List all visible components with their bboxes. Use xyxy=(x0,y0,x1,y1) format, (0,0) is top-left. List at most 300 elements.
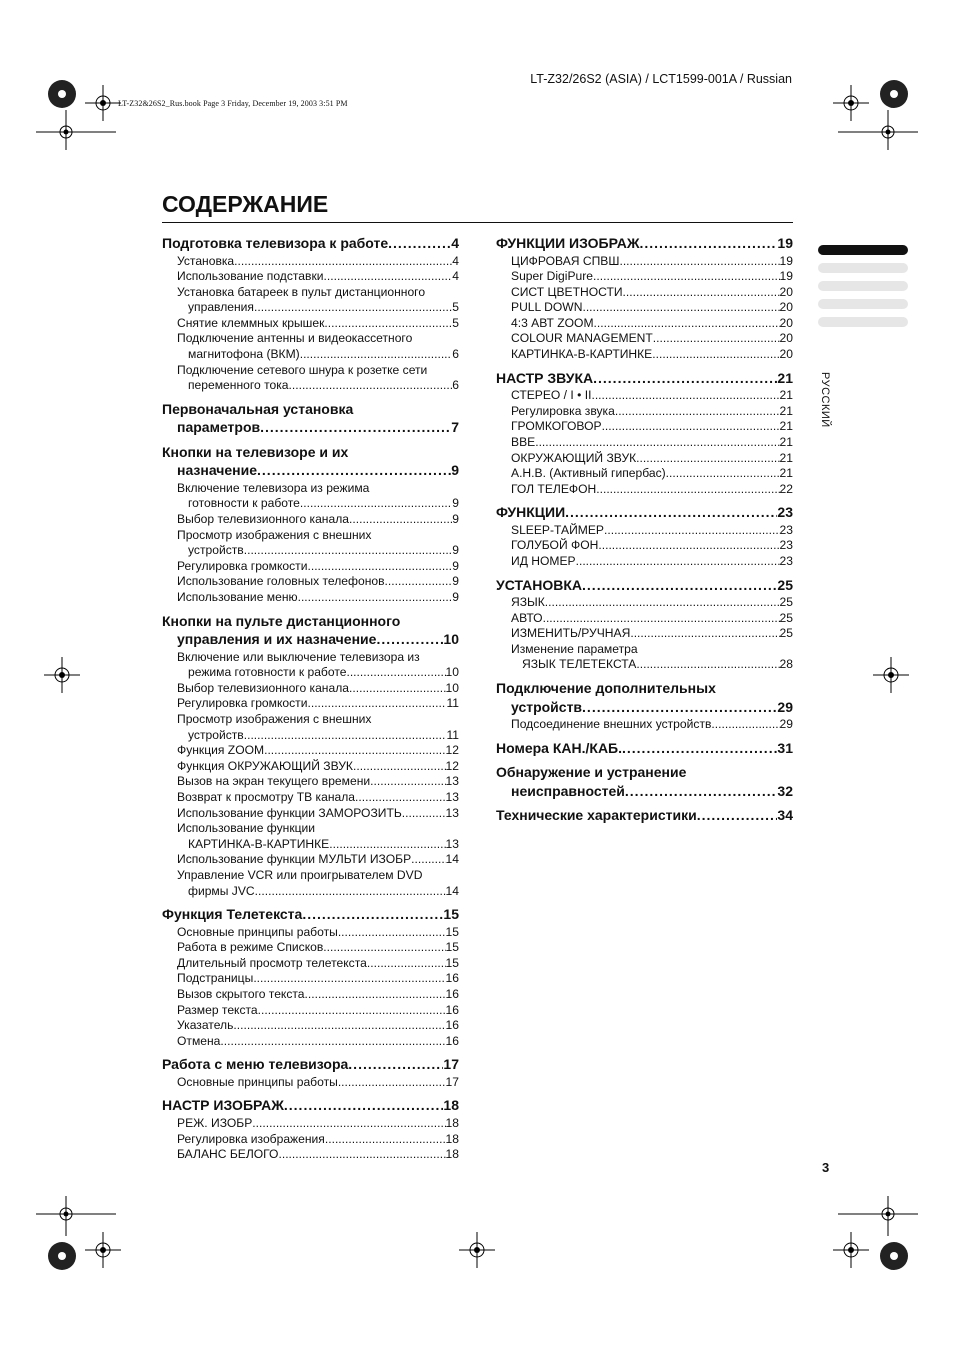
toc-section xyxy=(496,369,793,498)
toc-item-page: 20 xyxy=(779,331,793,346)
registration-crosshair-top-left xyxy=(85,85,121,121)
toc-item[interactable] xyxy=(177,1147,459,1163)
dot-leader xyxy=(591,388,779,404)
dot-leader xyxy=(367,956,446,972)
toc-item-text: БАЛАНС БЕЛОГО xyxy=(177,1147,279,1162)
toc-item-text: режима готовности к работе xyxy=(188,665,347,680)
dot-leader xyxy=(324,316,452,332)
toc-item-page: 19 xyxy=(779,269,793,284)
toc-item[interactable] xyxy=(511,642,793,673)
toc-item-list xyxy=(496,595,793,673)
dot-leader xyxy=(349,512,452,528)
toc-item[interactable] xyxy=(177,590,459,606)
toc-item-page: 12 xyxy=(445,743,459,758)
toc-item-page: 25 xyxy=(779,595,793,610)
toc-item[interactable] xyxy=(177,559,459,575)
dot-leader xyxy=(582,576,777,595)
toc-item[interactable] xyxy=(511,538,793,554)
toc-item[interactable] xyxy=(177,1132,459,1148)
toc-item-page: 21 xyxy=(779,419,793,434)
dot-leader xyxy=(284,1096,444,1115)
dot-leader xyxy=(565,503,777,522)
toc-item[interactable] xyxy=(177,1116,459,1132)
toc-item-text: ИД НОМЕР xyxy=(511,554,576,568)
toc-item[interactable] xyxy=(177,821,459,852)
dot-leader xyxy=(244,728,447,744)
toc-section xyxy=(496,763,793,800)
document-code: LT-Z32/26S2 (ASIA) / LCT1599-001A / Russian xyxy=(530,72,792,86)
registration-crosshair-bottom-right xyxy=(833,1232,869,1268)
toc-item-text: Регулировка громкости xyxy=(177,696,308,711)
toc-section-page: 4 xyxy=(451,235,459,251)
toc-item-text: фирмы JVC xyxy=(188,883,255,898)
toc-item-text-line1: Включение телевизора из режима xyxy=(177,480,370,495)
toc-item-text: ГОЛУБОЙ ФОН xyxy=(511,538,599,553)
registration-crosshair-mid-right xyxy=(873,657,909,693)
dot-leader xyxy=(255,884,446,900)
toc-section-heading[interactable] xyxy=(496,806,793,825)
toc-item-text: готовности к работе xyxy=(188,496,300,511)
toc-item-page: 16 xyxy=(445,971,459,986)
dot-leader xyxy=(244,543,453,559)
page-number: 3 xyxy=(822,1160,830,1175)
dot-leader xyxy=(278,1147,445,1163)
toc-section-title: Технические характеристики xyxy=(496,807,697,824)
dot-leader xyxy=(619,254,779,270)
toc-item[interactable] xyxy=(511,419,793,435)
dot-leader xyxy=(325,1132,446,1148)
toc-item-text: SLEEP-ТАЙМЕР xyxy=(511,522,604,537)
dot-leader xyxy=(576,554,780,570)
toc-item-text: ЦИФРОВАЯ СПВШ xyxy=(511,253,620,268)
toc-item[interactable] xyxy=(177,681,459,697)
toc-item-text: ГРОМКОГОВОР xyxy=(511,419,602,434)
toc-item[interactable] xyxy=(177,512,459,528)
dot-leader xyxy=(257,461,451,480)
toc-item-page: 21 xyxy=(779,450,793,465)
toc-item-list xyxy=(162,650,459,900)
toc-section-heading[interactable] xyxy=(496,369,793,388)
toc-item-page: 23 xyxy=(779,554,793,568)
toc-item-page: 21 xyxy=(779,403,793,418)
toc-item[interactable] xyxy=(511,300,793,316)
toc-section-heading[interactable] xyxy=(162,400,459,437)
toc-item[interactable] xyxy=(511,269,793,285)
language-tab xyxy=(818,263,908,273)
toc-item[interactable] xyxy=(177,574,459,590)
toc-item-text: Отмена xyxy=(177,1033,221,1048)
toc-section-title: ФУНКЦИИ ИЗОБРАЖ xyxy=(496,235,640,251)
toc-item-text: переменного тока xyxy=(188,378,289,393)
toc-section-heading[interactable] xyxy=(496,763,793,800)
registration-crosshair-bottom-left xyxy=(85,1232,121,1268)
toc-item-page: 12 xyxy=(445,758,459,773)
dot-leader xyxy=(545,595,780,611)
toc-section-title: устройств xyxy=(511,698,583,715)
page-title: СОДЕРЖАНИЕ xyxy=(162,191,329,217)
toc-section-heading[interactable] xyxy=(496,576,793,595)
toc-item[interactable] xyxy=(511,717,793,733)
toc-item-page: 9 xyxy=(452,558,459,573)
dot-leader xyxy=(594,316,780,332)
toc-item[interactable] xyxy=(177,1075,459,1091)
toc-section-page: 9 xyxy=(451,462,459,479)
dot-leader xyxy=(630,626,779,642)
toc-item-text: Установка xyxy=(177,253,235,268)
registration-crosshair-bottom-center xyxy=(459,1232,495,1268)
toc-item[interactable] xyxy=(177,481,459,512)
toc-item-page: 14 xyxy=(445,883,459,898)
dot-leader xyxy=(596,482,779,498)
toc-item-page: 10 xyxy=(445,680,459,695)
toc-section-page: 18 xyxy=(443,1097,459,1114)
dot-leader xyxy=(353,759,446,775)
toc-section xyxy=(496,806,793,825)
toc-item-text: АВТО xyxy=(511,610,543,625)
language-tab xyxy=(818,299,908,309)
toc-item-text: Регулировка громкости xyxy=(177,558,308,573)
toc-item-text: 4:3 АВТ ZOOM xyxy=(511,315,594,330)
toc-section-heading[interactable] xyxy=(496,234,793,253)
toc-item[interactable] xyxy=(511,285,793,301)
toc-section-title-line1: Обнаружение и устранение xyxy=(496,764,687,781)
toc-section-page: 10 xyxy=(443,631,459,648)
toc-item-text: Использование функции МУЛЬТИ ИЗОБР xyxy=(177,852,412,867)
toc-item-page: 25 xyxy=(779,610,793,625)
toc-item[interactable] xyxy=(177,316,459,332)
toc-item-page: 13 xyxy=(445,805,459,820)
toc-item[interactable] xyxy=(177,1003,459,1019)
toc-section xyxy=(162,1096,459,1162)
toc-section-page: 19 xyxy=(777,235,793,251)
toc-item[interactable] xyxy=(511,435,793,451)
toc-item-text: Подсоединение внешних устройств xyxy=(511,717,712,732)
toc-section-title: неисправностей xyxy=(511,782,625,799)
toc-item-page: 4 xyxy=(452,253,459,268)
toc-item-page: 23 xyxy=(779,538,793,553)
dot-leader xyxy=(370,774,445,790)
toc-section-heading[interactable] xyxy=(162,443,459,480)
toc-item-page: 21 xyxy=(779,434,793,449)
toc-item-page: 20 xyxy=(779,300,793,315)
toc-item-text: Использование функции ЗАМОРОЗИТЬ xyxy=(177,805,402,820)
toc-section-page: 23 xyxy=(777,504,793,521)
toc-section xyxy=(496,576,793,673)
dot-leader xyxy=(598,538,779,554)
dot-leader xyxy=(234,254,452,270)
registration-crosshair-top-right xyxy=(833,85,869,121)
toc-item-text: КАРТИНКА-В-КАРТИНКЕ xyxy=(511,347,653,362)
dot-leader xyxy=(300,496,452,512)
language-label: РУССКИЙ xyxy=(819,372,831,428)
toc-item-text: Работа в режиме Списков xyxy=(177,940,324,955)
toc-item-text: магнитофона (ВКМ) xyxy=(188,347,300,362)
toc-item-page: 28 xyxy=(779,657,793,672)
toc-item-page: 11 xyxy=(446,727,459,742)
toc-section-title-line1: Кнопки на телевизоре и их xyxy=(162,443,349,460)
dot-leader xyxy=(349,681,446,697)
dot-leader xyxy=(602,419,780,435)
title-rule xyxy=(162,222,793,223)
dot-leader xyxy=(260,418,451,437)
toc-item-list xyxy=(162,481,459,606)
dot-leader xyxy=(355,790,446,806)
toc-item[interactable] xyxy=(177,971,459,987)
toc-item-page: 11 xyxy=(446,696,459,711)
toc-item-page: 13 xyxy=(445,774,459,789)
toc-item[interactable] xyxy=(511,254,793,270)
toc-item[interactable] xyxy=(177,254,459,270)
toc-right-column xyxy=(496,234,793,831)
toc-section-page: 32 xyxy=(777,782,793,799)
book-file-info: LT-Z32&26S2_Rus.book Page 3 Friday, December 19, 2003 3:51 PM xyxy=(118,99,348,108)
toc-section-title: Работа с меню телевизора xyxy=(162,1056,349,1073)
toc-item-text: Регулировка звука xyxy=(511,403,615,418)
toc-item[interactable] xyxy=(177,790,459,806)
toc-item-text: Выбор телевизионного канала xyxy=(177,680,349,695)
toc-item[interactable] xyxy=(177,956,459,972)
dot-leader xyxy=(307,559,452,575)
toc-section-heading[interactable] xyxy=(162,905,459,924)
toc-item-page: 19 xyxy=(779,253,793,268)
toc-section xyxy=(162,443,459,606)
dot-leader xyxy=(543,611,780,627)
toc-item-page: 9 xyxy=(452,543,459,558)
dot-leader xyxy=(535,435,779,451)
toc-item-text: COLOUR MANAGEMENT xyxy=(511,331,653,346)
toc-item[interactable] xyxy=(511,482,793,498)
toc-item[interactable] xyxy=(177,1034,459,1050)
dot-leader xyxy=(252,1116,445,1132)
toc-item[interactable] xyxy=(177,528,459,559)
dot-leader xyxy=(305,987,446,1003)
toc-item-text: Указатель xyxy=(177,1018,234,1033)
toc-item[interactable] xyxy=(177,269,459,285)
toc-item-text: Длительный просмотр телетекста xyxy=(177,955,367,970)
toc-item-text-line1: Управление VCR или проигрывателем DVD xyxy=(177,867,423,882)
toc-section xyxy=(162,1055,459,1090)
toc-item-page: 9 xyxy=(452,512,459,527)
toc-item[interactable] xyxy=(177,940,459,956)
toc-item-page: 9 xyxy=(452,496,459,511)
toc-item-text: Размер текста xyxy=(177,1002,258,1017)
toc-item-text: Использование головных телефонов xyxy=(177,574,385,589)
toc-item-text: А.Н.В. (Активный гипербас) xyxy=(511,466,666,481)
dot-leader xyxy=(653,331,780,347)
toc-item-page: 21 xyxy=(779,466,793,481)
dot-leader xyxy=(636,451,779,467)
toc-item[interactable] xyxy=(177,925,459,941)
toc-item-text: Использование меню xyxy=(177,590,298,604)
toc-section-title: назначение xyxy=(177,462,258,479)
toc-section-heading[interactable] xyxy=(162,1055,459,1074)
toc-item-page: 29 xyxy=(779,717,793,732)
toc-item-page: 25 xyxy=(779,626,793,641)
toc-item-list xyxy=(162,254,459,394)
toc-item-page: 21 xyxy=(779,388,793,403)
toc-item-page: 18 xyxy=(445,1131,459,1146)
toc-item[interactable] xyxy=(511,404,793,420)
dot-leader xyxy=(307,696,446,712)
dot-leader xyxy=(593,269,780,285)
toc-item[interactable] xyxy=(177,331,459,362)
registration-crosshair-mid-left xyxy=(44,657,80,693)
toc-section-page: 25 xyxy=(777,576,793,593)
toc-item-text: Подстраницы xyxy=(177,971,254,986)
toc-section-heading[interactable] xyxy=(162,234,459,253)
toc-item-page: 16 xyxy=(445,1002,459,1017)
toc-section-page: 29 xyxy=(777,698,793,715)
dot-leader xyxy=(622,739,777,758)
toc-section-page: 7 xyxy=(451,419,459,436)
toc-item[interactable] xyxy=(177,743,459,759)
toc-section-title-line1: Кнопки на пульте дистанционного xyxy=(162,612,401,629)
dot-leader xyxy=(253,971,445,987)
toc-left-column xyxy=(162,234,459,1169)
toc-item[interactable] xyxy=(177,363,459,394)
toc-section-heading[interactable] xyxy=(496,739,793,758)
toc-section-heading[interactable] xyxy=(496,503,793,522)
toc-item-text: ОКРУЖАЮЩИЙ ЗВУК xyxy=(511,450,637,465)
toc-item-page: 6 xyxy=(452,378,459,393)
dot-leader xyxy=(324,269,453,285)
dot-leader xyxy=(411,852,445,868)
dot-leader xyxy=(625,782,778,801)
dot-leader xyxy=(711,717,779,733)
dot-leader xyxy=(402,806,446,822)
toc-section xyxy=(496,739,793,758)
dot-leader xyxy=(289,378,453,394)
toc-item[interactable] xyxy=(177,868,459,899)
toc-item-page: 20 xyxy=(779,284,793,299)
toc-item[interactable] xyxy=(177,650,459,681)
toc-item-page: 6 xyxy=(452,347,459,362)
toc-item-text: Снятие клеммных крышек xyxy=(177,315,325,330)
toc-item-page: 22 xyxy=(779,481,793,496)
toc-section-heading[interactable] xyxy=(496,679,793,716)
toc-item[interactable] xyxy=(511,316,793,332)
toc-section xyxy=(162,234,459,394)
toc-item-text: устройств xyxy=(188,543,244,558)
toc-item[interactable] xyxy=(177,759,459,775)
toc-item-list xyxy=(496,388,793,497)
toc-item-text: ВВЕ xyxy=(511,434,536,449)
toc-item[interactable] xyxy=(511,466,793,482)
toc-item-text: Выбор телевизионного канала xyxy=(177,512,349,527)
dot-leader xyxy=(652,347,779,363)
language-tabs xyxy=(818,245,908,335)
toc-item-list xyxy=(496,254,793,363)
toc-item[interactable] xyxy=(511,626,793,642)
toc-item-page: 10 xyxy=(445,665,459,680)
toc-item-list xyxy=(496,523,793,570)
toc-section-title: Подготовка телевизора к работе xyxy=(162,235,389,251)
toc-item-text: ЯЗЫК xyxy=(511,595,545,610)
toc-item[interactable] xyxy=(511,611,793,627)
toc-item[interactable] xyxy=(177,696,459,712)
dot-leader xyxy=(697,806,778,825)
toc-section-title-line1: Первоначальная установка xyxy=(162,400,354,417)
toc-item-text-line1: Изменение параметра xyxy=(511,641,638,656)
toc-section-heading[interactable] xyxy=(162,1096,459,1115)
toc-item-text: Вызов на экран текущего времени xyxy=(177,774,371,789)
dot-leader xyxy=(323,940,445,956)
toc-item-text: КАРТИНКА-В-КАРТИНКЕ xyxy=(188,836,330,851)
toc-item-page: 15 xyxy=(445,955,459,970)
toc-item-page: 17 xyxy=(445,1074,459,1089)
toc-item-text-line1: Подключение антенны и видеокассетного xyxy=(177,331,413,346)
toc-item[interactable] xyxy=(511,595,793,611)
toc-item-text: ЯЗЫК ТЕЛЕТЕКСТА xyxy=(522,657,637,672)
toc-item-text-line1: Включение или выключение телевизора из xyxy=(177,649,420,664)
toc-item[interactable] xyxy=(177,806,459,822)
toc-item[interactable] xyxy=(177,712,459,743)
toc-item[interactable] xyxy=(511,331,793,347)
toc-item[interactable] xyxy=(177,774,459,790)
toc-item-text-line1: Использование функции xyxy=(177,821,316,836)
toc-item-text: управления xyxy=(188,300,254,315)
toc-item-text: Основные принципы работы xyxy=(177,924,338,939)
toc-item[interactable] xyxy=(511,347,793,363)
dot-leader xyxy=(264,743,445,759)
toc-section-title: НАСТР ЗВУКА xyxy=(496,369,594,386)
toc-section-page: 31 xyxy=(777,739,793,756)
toc-item-page: 16 xyxy=(445,986,459,1001)
toc-item-text: Вызов скрытого текста xyxy=(177,986,305,1001)
toc-item[interactable] xyxy=(511,388,793,404)
toc-item-page: 18 xyxy=(445,1115,459,1130)
toc-section xyxy=(496,503,793,569)
dot-leader xyxy=(615,404,780,420)
toc-item[interactable] xyxy=(511,554,793,570)
dot-leader xyxy=(666,466,780,482)
toc-item-page: 15 xyxy=(445,940,459,955)
toc-item-text: PULL DOWN xyxy=(511,300,583,315)
toc-section xyxy=(496,679,793,733)
toc-section-page: 21 xyxy=(777,369,793,386)
dot-leader xyxy=(582,300,779,316)
toc-section-title: Номера КАН./КАБ. xyxy=(496,739,622,756)
toc-item[interactable] xyxy=(177,987,459,1003)
dot-leader xyxy=(338,1075,446,1091)
toc-item-page: 5 xyxy=(452,315,459,330)
toc-item-list xyxy=(162,1075,459,1091)
toc-item-list xyxy=(162,925,459,1050)
toc-item-page: 20 xyxy=(779,347,793,362)
dot-leader xyxy=(300,347,453,363)
dot-leader xyxy=(338,925,446,941)
toc-item[interactable] xyxy=(177,285,459,316)
toc-section-heading[interactable] xyxy=(162,612,459,649)
toc-item-page: 5 xyxy=(452,300,459,315)
toc-item[interactable] xyxy=(511,451,793,467)
toc-section-page: 17 xyxy=(443,1056,459,1073)
dot-leader xyxy=(254,300,452,316)
toc-section-page: 34 xyxy=(777,807,793,824)
dot-leader xyxy=(385,574,453,590)
toc-item-text-line1: Просмотр изображения с внешних xyxy=(177,527,372,542)
toc-item-text: СИСТ ЦВЕТНОСТИ xyxy=(511,284,623,299)
toc-section-title: ФУНКЦИИ xyxy=(496,504,566,521)
toc-item-text-line1: Подключение сетевого шнура к розетке сети xyxy=(177,362,428,377)
language-tab xyxy=(818,281,908,291)
toc-item-text: СТЕРЕО / I • II xyxy=(511,388,592,403)
toc-item-text: ИЗМЕНИТЬ/РУЧНАЯ xyxy=(511,626,631,641)
toc-item[interactable] xyxy=(511,523,793,539)
dot-leader xyxy=(640,234,778,253)
toc-item[interactable] xyxy=(177,1018,459,1034)
toc-item[interactable] xyxy=(177,852,459,868)
